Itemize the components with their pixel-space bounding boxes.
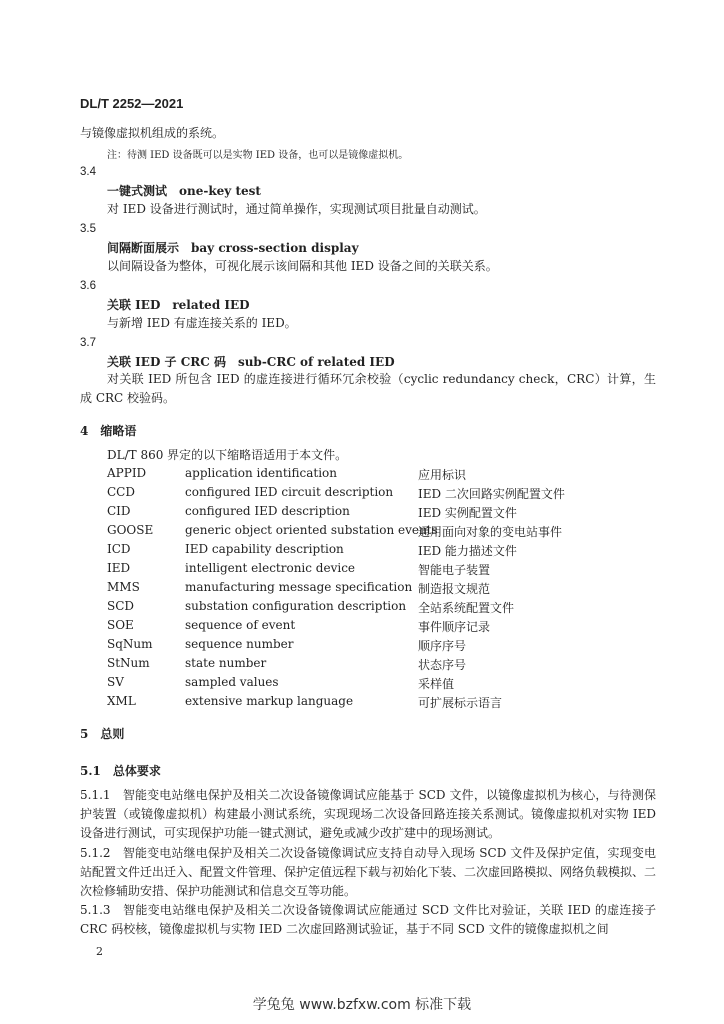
abbr-english: sequence of event <box>185 618 296 632</box>
table-row <box>107 618 627 637</box>
abbr: SOE <box>107 618 134 632</box>
term-title: 关联 IED 子 CRC 码 sub-CRC of related IED <box>107 355 395 369</box>
abbr-chinese: IED 能力描述文件 <box>418 544 517 558</box>
page-number: 2 <box>96 945 103 958</box>
section-heading: 4 缩略语 <box>80 424 137 438</box>
abbr-english: sequence number <box>185 637 294 651</box>
abbr-english: generic object oriented substation events <box>185 523 438 537</box>
table-row <box>107 599 627 618</box>
abbr-chinese: 智能电子装置 <box>418 563 491 577</box>
abbr-english: application identification <box>185 466 337 480</box>
abbr-chinese: IED 实例配置文件 <box>418 506 517 520</box>
table-row <box>107 580 627 599</box>
abbr-chinese: 事件顺序记录 <box>418 620 491 634</box>
abbr-english: IED capability description <box>185 542 344 556</box>
abbr: GOOSE <box>107 523 154 537</box>
table-row <box>107 504 627 523</box>
abbr: SV <box>107 675 124 689</box>
abbr-chinese: 应用标识 <box>418 468 467 482</box>
abbr: StNum <box>107 656 150 670</box>
abbr: MMS <box>107 580 140 594</box>
abbr-english: intelligent electronic device <box>185 561 356 575</box>
table-row <box>107 561 627 580</box>
term-definition: 对关联 IED 所包含 IED 的虚连接进行循环冗余校验（cyclic redundancy check，CRC）计算，生成 CRC 校验码。 <box>80 372 656 405</box>
abbr: ICD <box>107 542 131 556</box>
abbr: SqNum <box>107 637 153 651</box>
intro-line: 与镜像虚拟机组成的系统。 <box>80 126 225 140</box>
paragraph: 5.1.1 智能变电站继电保护及相关二次设备镜像调试应能基于 SCD 文件，以镜像虚拟机为核心，与待测保护装置（或镜像虚拟机）构建最小测试系统，实现现场二次设备回路连接关系测试。镜像虚拟机对实物 IED 设备进行测试，可实现保护功能一键式测试，避免或减少改扩建中的现场测试。 <box>80 788 656 840</box>
abbr: IED <box>107 561 131 575</box>
table-row <box>107 523 627 542</box>
term-number: 3.6 <box>80 280 96 292</box>
sub-heading: 5.1 总体要求 <box>80 764 161 778</box>
abbr-chinese: 全站系统配置文件 <box>418 601 515 615</box>
term-title: 一键式测试 one-key test <box>107 184 261 198</box>
term-title: 间隔断面展示 bay cross-section display <box>107 241 359 255</box>
term-definition: 以间隔设备为整体，可视化展示该间隔和其他 IED 设备之间的关联关系。 <box>107 259 498 273</box>
abbr-chinese: IED 二次回路实例配置文件 <box>418 487 565 501</box>
table-row <box>107 637 627 656</box>
abbr-english: state number <box>185 656 267 670</box>
abbr: APPID <box>107 466 147 480</box>
abbr-english: substation configuration description <box>185 599 407 613</box>
paragraph: 5.1.3 智能变电站继电保护及相关二次设备镜像调试应能通过 SCD 文件比对验证，关联 IED 的虚连接子 CRC 码校核，镜像虚拟机与实物 IED 二次虚回路测试验证，基于不同 SCD 文件的镜像虚拟机之间 <box>80 903 656 936</box>
abbr-chinese: 顺序序号 <box>418 639 467 653</box>
term-number: 3.4 <box>80 166 96 178</box>
term-number: 3.7 <box>80 337 96 349</box>
table-row <box>107 694 627 713</box>
abbr: SCD <box>107 599 135 613</box>
abbr-chinese: 制造报文规范 <box>418 582 491 596</box>
table-row <box>107 466 627 485</box>
abbr-chinese: 状态序号 <box>418 658 467 672</box>
abbr-english: manufacturing message specification <box>185 580 413 594</box>
term-number: 3.5 <box>80 223 96 235</box>
abbr: CCD <box>107 485 135 499</box>
term-definition: 对 IED 设备进行测试时，通过简单操作，实现测试项目批量自动测试。 <box>107 202 486 216</box>
table-row <box>107 675 627 694</box>
table-row <box>107 485 627 504</box>
paragraph: 5.1.2 智能变电站继电保护及相关二次设备镜像调试应支持自动导入现场 SCD 文件及保护定值，实现变电站配置文件迁出迁入、配置文件管理、保护定值远程下载与初始化下装、二次虚回路模拟、网络负载模拟、二次检修辅助安措、保护功能测试和信息交互等功能。 <box>80 846 657 898</box>
section-intro: DL/T 860 界定的以下缩略语适用于本文件。 <box>107 448 348 462</box>
standard-code: DL/T 2252—2021 <box>80 96 184 111</box>
abbr: CID <box>107 504 131 518</box>
abbr: XML <box>107 694 136 708</box>
intro-note: 注：待测 IED 设备既可以是实物 IED 设备，也可以是镜像虚拟机。 <box>107 150 409 161</box>
term-title: 关联 IED related IED <box>107 298 250 312</box>
abbr-english: extensive markup language <box>185 694 354 708</box>
footer-watermark: 学兔兔 www.bzfxw.com 标准下载 <box>252 997 472 1013</box>
abbr-english: configured IED circuit description <box>185 485 394 499</box>
abbr-chinese: 通用面向对象的变电站事件 <box>418 525 563 539</box>
abbr-chinese: 可扩展标示语言 <box>418 696 503 710</box>
abbr-english: sampled values <box>185 675 279 689</box>
section-heading: 5 总则 <box>80 727 125 741</box>
table-row <box>107 542 627 561</box>
table-row <box>107 656 627 675</box>
term-definition: 与新增 IED 有虚连接关系的 IED。 <box>107 316 297 330</box>
abbr-chinese: 采样值 <box>418 677 455 691</box>
abbr-english: configured IED description <box>185 504 350 518</box>
